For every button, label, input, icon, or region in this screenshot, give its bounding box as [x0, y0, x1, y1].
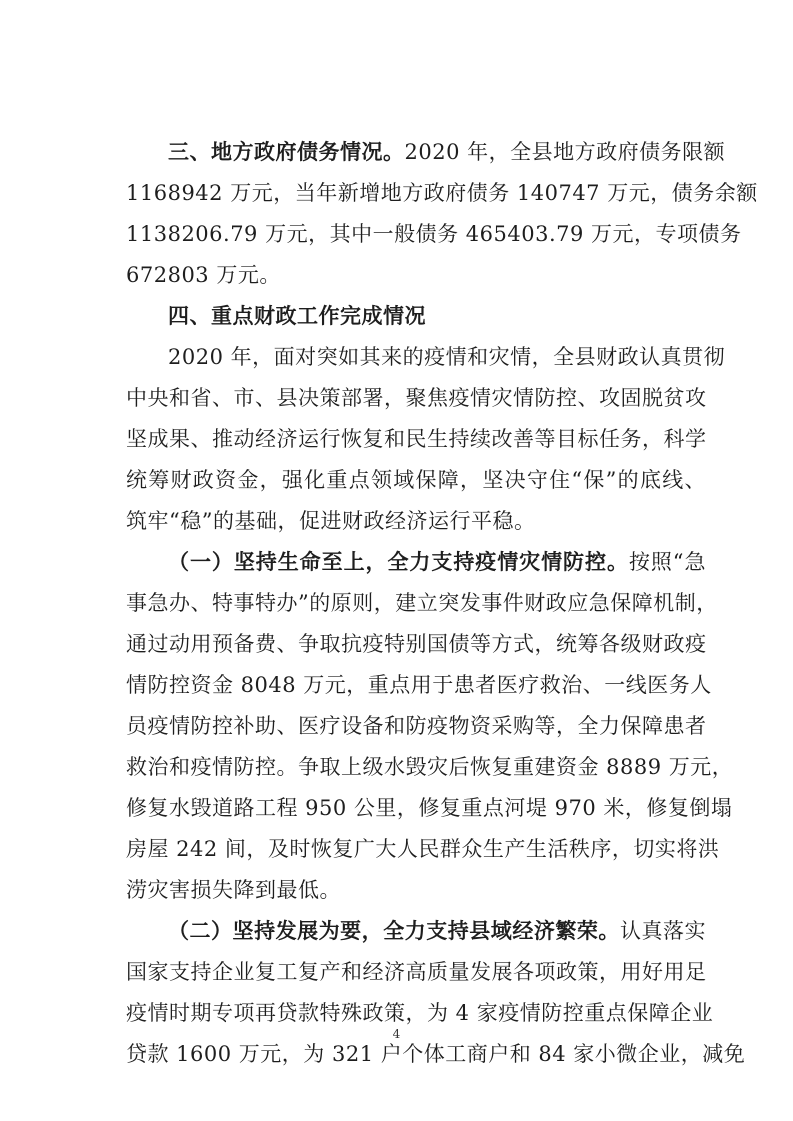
item-1-paragraph-end: [126, 870, 706, 911]
item-1-line-6: 救治和疫情防控。争取上级水毁灾后恢复重建资金 8889 万元，: [126, 755, 734, 779]
section-4-intro-line-1: 2020 年，面对突如其来的疫情和灾情，全县财政认真贯彻: [168, 345, 726, 369]
section-4-heading-line: [126, 296, 706, 337]
item-2-line-1: [126, 911, 706, 952]
section-4-intro-line-4: 统筹财政资金，强化重点领域保障，坚决守住“保”的底线、: [126, 468, 706, 492]
section-3-line-4: 672803 万元。: [126, 263, 281, 287]
item-2-line-4: 贷款 1600 万元，为 321 户个体工商户和 84 家小微企业，减免: [126, 1042, 746, 1066]
item-1-heading: （一）坚持生命至上，全力支持疫情灾情防控。: [168, 550, 629, 574]
item-2-line-1-text: 认真落实: [619, 919, 706, 943]
section-4-intro-line-5: 筑牢“稳”的基础，促进财政经济运行平稳。: [126, 509, 536, 533]
section-3-heading: 三、地方政府债务情况。: [168, 140, 405, 164]
item-1-line-1-text: 按照“急: [628, 550, 706, 574]
page-number: 4: [392, 1027, 401, 1041]
section-4-intro-line-3: 坚成果、推动经济运行恢复和民生持续改善等目标任务，科学: [126, 427, 707, 451]
item-1-line-8: 房屋 242 间，及时恢复广大人民群众生产生活秩序，切实将洪: [126, 837, 720, 861]
section-3-paragraph-end: [126, 255, 706, 296]
section-3-line-1: [126, 132, 726, 173]
item-1-line-7: 修复水毁道路工程 950 公里，修复重点河堤 970 米，修复倒塌: [126, 796, 733, 820]
section-4-intro-end: [126, 501, 706, 542]
item-1-line-4: 情防控资金 8048 万元，重点用于患者医疗救治、一线医务人: [126, 673, 712, 697]
item-1-line-1: [126, 542, 706, 583]
section-3-paragraph: [126, 132, 758, 255]
section-3-line-3: 1138206.79 万元，其中一般债务 465403.79 万元，专项债务: [126, 222, 742, 246]
section-4-intro-line-2: 中央和省、市、县决策部署，聚焦疫情灾情防控、攻固脱贫攻: [126, 386, 707, 410]
section-3-line-1-text: 2020 年，全县地方政府债务限额: [404, 140, 726, 164]
item-1-line-9: 涝灾害损失降到最低。: [126, 878, 341, 902]
item-1-line-5: 员疫情防控补助、医疗设备和防疫物资采购等，全力保障患者: [126, 714, 707, 738]
item-2-line-3: 疫情时期专项再贷款特殊政策，为 4 家疫情防控重点保障企业: [126, 1001, 714, 1025]
item-1-line-3: 通过动用预备费、争取抗疫特别国债等方式，统筹各级财政疫: [126, 632, 707, 656]
item-1-line-2: 事急办、特事特办”的原则，建立突发事件财政应急保障机制，: [126, 591, 718, 615]
section-4-heading: 四、重点财政工作完成情况: [168, 304, 426, 328]
item-2-heading: （二）坚持发展为要，全力支持县域经济繁荣。: [168, 919, 620, 943]
section-3-line-2: 1168942 万元，当年新增地方政府债务 140747 万元，债务余额: [126, 181, 758, 205]
section-4-intro: [126, 337, 726, 501]
item-1-paragraph: [126, 542, 734, 870]
item-2-paragraph: [126, 911, 746, 1075]
item-2-line-2: 国家支持企业复工复产和经济高质量发展各项政策，用好用足: [126, 960, 707, 984]
